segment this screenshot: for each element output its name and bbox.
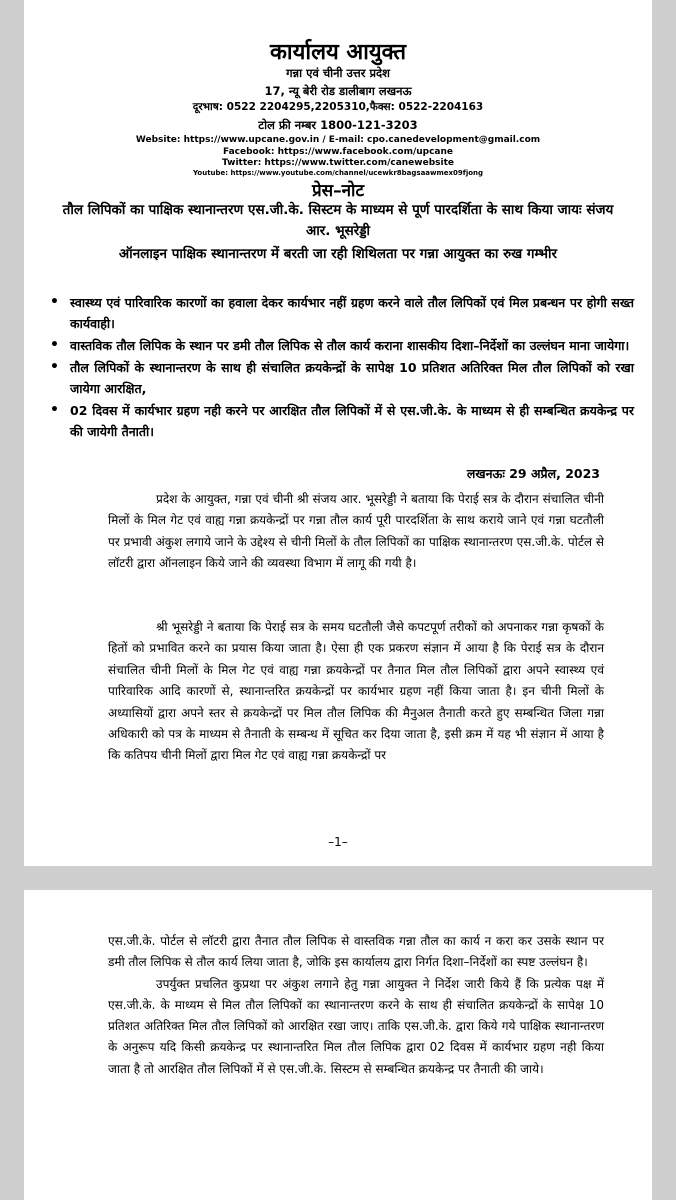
bullet-item: • वास्तविक तौल लिपिक के स्थान पर डमी तौल लिपिक से तौल कार्य कराना शासकीय दिशा–निर्देशों का उल्लंघन माना जायेगा। — [44, 335, 634, 356]
press-note-heading: प्रेस–नोट — [311, 181, 365, 201]
bullet-icon: • — [50, 294, 59, 310]
headline-main: तौल लिपिकों का पाक्षिक स्थानान्तरण एस.जी.के. सिस्टम के माध्यम से पूर्ण पारदर्शिता के साथ किया जायः संजय आर. भूसरेड्डी — [62, 202, 614, 239]
paragraph-2: श्री भूसरेड्डी ने बताया कि पेराई सत्र के समय घटतौली जैसे कपटपूर्ण तरीकों को अपनाकर गन्ना कृषकों के हितों को प्रभावित करने का प्रयास किया जाता है। ऐसा ही एक प्रकरण संज्ञान में आया है कि पेराई सत्र के दौरान संचालित चीनी मिलों के मिल गेट एवं वाह्य गन्ना क्रयकेन्द्रों पर तैनात मिल तौल लिपिकों द्वारा अपने स्वास्थ्य एवं पारिवारिक आदि कारणों से, स्थानान्तरित क्रयकेन्द्रों पर कार्यभार ग्रहण नहीं किया जाता है। इन चीनी मिलों के अध्यासियों द्वारा अपने स्तर से क्रयकेन्द्रों पर मिल तौल लिपिक की मैनुअल तैनाती करते हुए सम्बन्धित जिला गन्ना अधिकारी को पत्र के माध्यम से तैनाती के सम्बन्ध में सूचित कर दिया जाता है, इसी क्रम में यह भी संज्ञान में आया है कि कतिपय चीनी मिलों द्वारा मिल गेट एवं वाह्य गन्ना क्रयकेन्द्रों पर — [108, 620, 604, 763]
facebook-link: Facebook: https://www.facebook.com/upcane — [222, 147, 454, 157]
youtube-link: Youtube: https://www.youtube.com/channel/ucewkr8bagsaawmex09fjong — [192, 169, 484, 177]
bullet-icon: • — [50, 337, 59, 353]
page-number: –1– — [328, 835, 348, 849]
bullet-item: • स्वास्थ्य एवं पारिवारिक कारणों का हवाला देकर कार्यभार नहीं ग्रहण करने वाले तौल लिपिकों एवं मिल प्रबन्धन पर होगी सख्त कार्यवाही। — [50, 294, 634, 331]
document-page-1 — [24, 0, 652, 866]
phone-fax: दूरभाष: 0522 2204295,2205310,फैक्स: 0522-2204163 — [192, 101, 484, 113]
headline-sub: ऑनलाइन पाक्षिक स्थानान्तरण में बरती जा रही शिथिलता पर गन्ना आयुक्त का रुख गम्भीर — [118, 246, 558, 262]
office-title: कार्यालय आयुक्त — [270, 40, 406, 65]
bullet-icon: • — [50, 359, 59, 375]
website-email: Website: https://www.upcane.gov.in / E-mail: cpo.canedevelopment@gmail.com — [135, 135, 541, 145]
bullet-item: • तौल लिपिकों के स्थानान्तरण के साथ ही संचालित क्रयकेन्द्रों के सापेक्ष 10 प्रतिशत अतिरिक्त मिल तौल लिपिकों को रखा जायेगा आरक्षित, — [50, 359, 634, 396]
bullet-item: • 02 दिवस में कार्यभार ग्रहण नही करने पर आरक्षित तौल लिपिकों में से एस.जी.के. के माध्यम से ही सम्बन्धित क्रयकेन्द्र पर की जायेगी तैनाती। — [50, 402, 634, 439]
department-name: गन्ना एवं चीनी उत्तर प्रदेश — [286, 66, 390, 80]
office-address: 17, न्यू बेरी रोड डालीबाग लखनऊ — [264, 84, 412, 98]
page-2-text — [108, 931, 604, 1080]
document-page-2 — [24, 890, 652, 1200]
continued-paragraph: एस.जी.के. पोर्टल से लॉटरी द्वारा तैनात तौल लिपिक से वास्तविक गन्ना तौल का कार्य न करा कर उसके स्थान पर डमी तौल लिपिक से तौल कार्य लिया जाता है, जोकि इस कार्यालय द्वारा निर्गत दिशा–निर्देशों का स्पष्ट उल्लंघन है। — [108, 934, 604, 970]
paragraph-3: उपर्युक्त प्रचलित कुप्रथा पर अंकुश लगाने हेतु गन्ना आयुक्त ने निर्देश जारी किये हैं कि प्रत्येक पक्ष में एस.जी.के. के माध्यम से मिल तौल लिपिकों का स्थानान्तरण करने के साथ ही संचालित क्रयकेन्द्रों के सापेक्ष 10 प्रतिशत अतिरिक्त मिल तौल लिपिकों को आरक्षित रखा जाए। ताकि एस.जी.के. द्वारा किये गये पाक्षिक स्थानान्तरण के अनुरूप यदि किसी क्रयकेन्द्र पर स्थानान्तरित मिल तौल लिपिक द्वारा 02 दिवस में कार्यभार ग्रहण नही किया जाता है तो आरक्षित तौल लिपिकों में से एस.जी.के. सिस्टम से सम्बन्धित क्रयकेन्द्र पर तैनाती की जाये। — [108, 976, 604, 1076]
toll-free-number: टोल फ्री नम्बर 1800-121-3203 — [258, 118, 418, 132]
bullet-list — [44, 292, 634, 443]
press-date: लखनऊः 29 अप्रैल, 2023 — [466, 466, 600, 481]
twitter-link: Twitter: https://www.twitter.com/canewebsite — [222, 158, 454, 168]
bullet-icon: • — [50, 402, 59, 418]
paragraph-1: प्रदेश के आयुक्त, गन्ना एवं चीनी श्री संजय आर. भूसरेड्डी ने बताया कि पेराई सत्र के दौरान संचालित चीनी मिलों के मिल गेट एवं वाह्य गन्ना क्रयकेन्द्रों पर गन्ना तौल कार्य पूरी पारदर्शिता के साथ कराये जाने एवं गन्ना घटतौली पर प्रभावी अंकुश लगाये जाने के उद्देश्य से चीनी मिलों के तौल लिपिकों का पाक्षिक स्थानान्तरण एस.जी.के. पोर्टल से लॉटरी द्वारा ऑनलाइन किये जाने की व्यवस्था विभाग में लागू की गयी है। — [108, 492, 604, 571]
